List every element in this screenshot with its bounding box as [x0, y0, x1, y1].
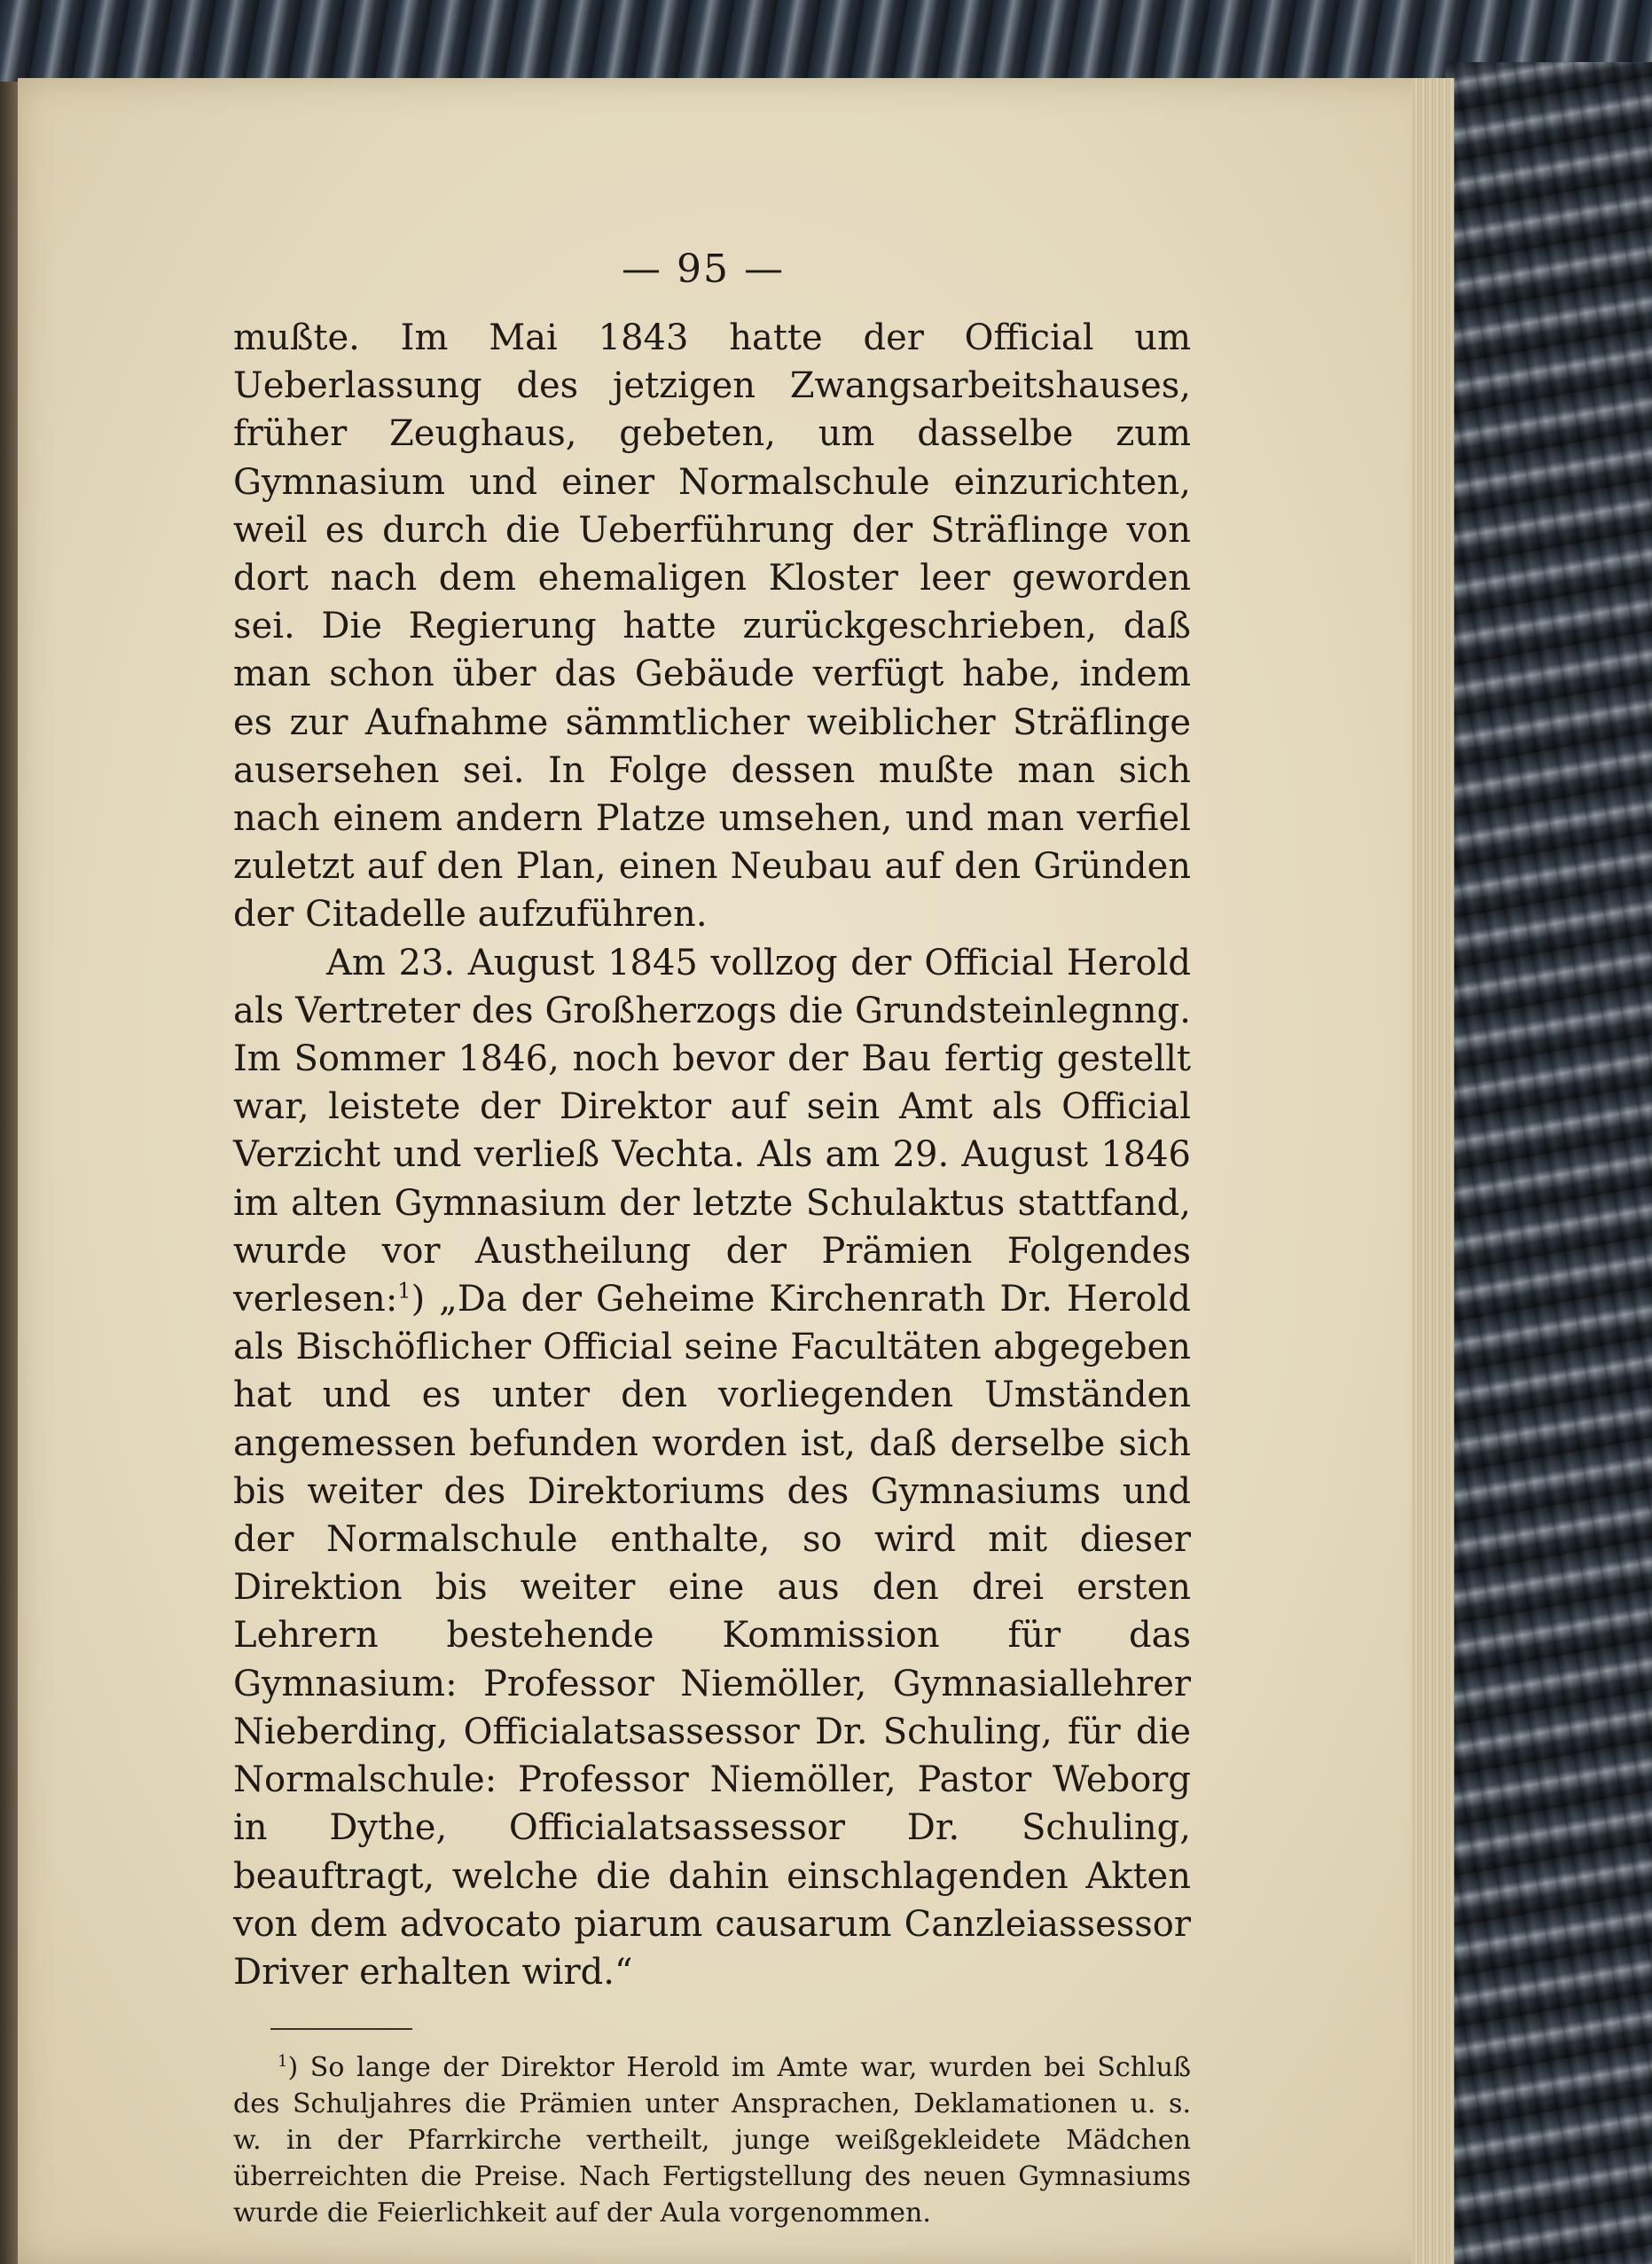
footnote-divider: [270, 2028, 412, 2030]
footnote-reference: 1: [397, 1278, 411, 1304]
footnote: [233, 2049, 1191, 2231]
page-edges: [1412, 78, 1454, 2264]
body-paragraph-1: mußte. Im Mai 1843 hatte der Official um Ueberlassung des jetzigen Zwangsarbeitshauses, früher Zeughaus, gebeten, um dasselbe zum Gymnasium und einer Normalschule einzurichten, weil es durch die Ueberführung der Sträflinge von dort nach dem ehemaligen Kloster leer geworden sei. Die Regierung hatte zurückgeschrieben, daß man schon über das Gebäude verfügt habe, indem es zur Aufnahme sämmtlicher weiblicher Sträflinge ausersehen sei. In Folge dessen mußte man sich nach einem andern Platze umsehen, und man verfiel zuletzt auf den Plan, einen Neubau auf den Gründen der Citadelle aufzuführen.: [233, 317, 1191, 936]
page-content: [233, 248, 1191, 2231]
marbled-top-edge: [0, 0, 1652, 89]
body-paragraph-2: [233, 939, 1191, 1996]
page-number: — 95 —: [622, 247, 785, 292]
footnote-text: ) So lange der Direktor Herold im Amte war, wurden bei Schluß des Schuljahres die Prämien unter Ansprachen, Deklamationen u. s. w. in der Pfarrkirche vertheilt, junge weißgekleidete Mädchen überreichten die Preise. Nach Fertigstellung des neuen Gymnasiums wurde die Feierlichkeit auf der Aula vorgenommen.: [233, 2052, 1191, 2229]
paragraph-2-text-b: ) „Da der Geheime Kirchenrath Dr. Herold als Bischöflicher Official seine Facultäten abgegeben hat und es unter den vorliegenden Umständen angemessen befunden worden ist, daß derselbe sich bis weiter des Direktoriums des Gymnasiums und der Normalschule enthalte, so wird mit dieser Direktion bis weiter eine aus den drei ersten Lehrern bestehende Kommission für das Gymnasium: Professor Niemöller, Gymnasiallehrer Nieberding, Officialatsassessor Dr. Schuling, für die Normalschule: Professor Niemöller, Pastor Weborg in Dythe, Officialatsassessor Dr. Schuling, beauftragt, welche die dahin einschlagenden Akten von dem advocato piarum causarum Canzleiassessor Driver erhalten wird.“: [233, 1279, 1191, 1993]
paragraph-2-text-a: Am 23. August 1845 vollzog der Official Herold als Vertreter des Großherzogs die Grundsteinlegnng. Im Sommer 1846, noch bevor der Bau fertig gestellt war, leistete der Direktor auf sein Amt als Official Verzicht und verließ Vechta. Als am 29. August 1846 im alten Gymnasium der letzte Schulaktus stattfand, wurde vor Austheilung der Prämien Folgendes verlesen:: [233, 942, 1191, 1320]
footnote-mark: 1: [278, 2052, 288, 2072]
marbled-book-edge: [1445, 62, 1652, 2264]
